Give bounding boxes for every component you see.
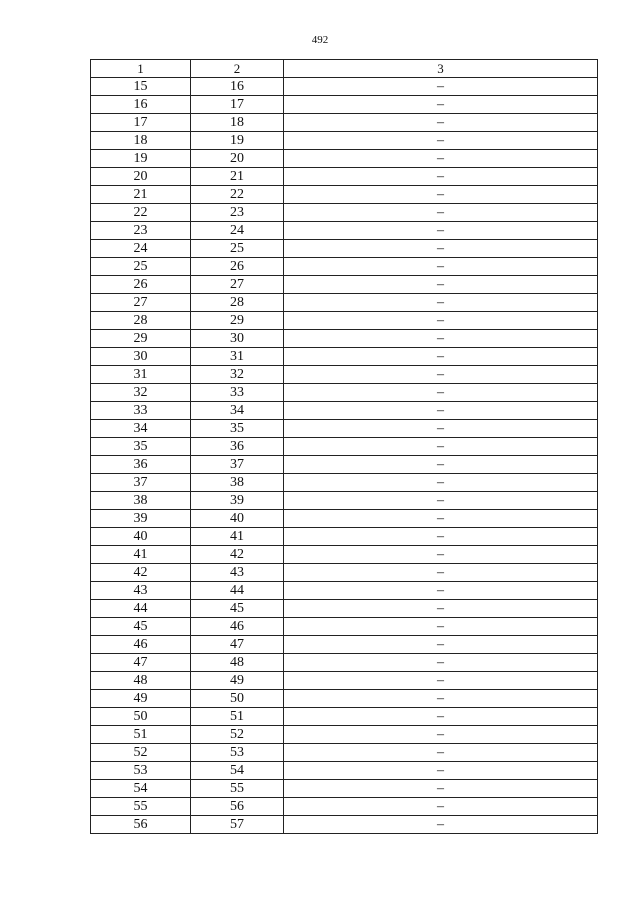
- table-cell-col-1: 53: [91, 762, 191, 780]
- table-cell-col-1: 40: [91, 528, 191, 546]
- table-cell-col-1: 39: [91, 510, 191, 528]
- table-cell-col-3: –: [284, 330, 598, 348]
- table-cell-col-3: –: [284, 564, 598, 582]
- table-cell-col-3: –: [284, 96, 598, 114]
- table-cell-col-1: 43: [91, 582, 191, 600]
- table-cell-col-2: 45: [191, 600, 284, 618]
- table-cell-col-3: –: [284, 204, 598, 222]
- table-cell-col-3: –: [284, 240, 598, 258]
- table-cell-col-1: 17: [91, 114, 191, 132]
- table-cell-col-3: –: [284, 654, 598, 672]
- table-cell-col-1: 52: [91, 744, 191, 762]
- table-row: [91, 276, 598, 294]
- table-cell-col-3: –: [284, 690, 598, 708]
- table-row: [91, 384, 598, 402]
- table-row: [91, 492, 598, 510]
- table-cell-col-1: 28: [91, 312, 191, 330]
- table-cell-col-3: –: [284, 744, 598, 762]
- table-row: [91, 222, 598, 240]
- table-row: [91, 726, 598, 744]
- table-row: [91, 150, 598, 168]
- table-row: [91, 240, 598, 258]
- table-cell-col-3: –: [284, 348, 598, 366]
- table-cell-col-2: 43: [191, 564, 284, 582]
- table-cell-col-2: 51: [191, 708, 284, 726]
- table-cell-col-3: –: [284, 150, 598, 168]
- table-cell-col-1: 54: [91, 780, 191, 798]
- table-cell-col-2: 55: [191, 780, 284, 798]
- table-row: [91, 474, 598, 492]
- table-cell-col-1: 50: [91, 708, 191, 726]
- table-row: [91, 78, 598, 96]
- table-header-row: [91, 60, 598, 78]
- table-row: [91, 96, 598, 114]
- table-row: [91, 600, 598, 618]
- table-cell-col-2: 49: [191, 672, 284, 690]
- table-cell-col-3: –: [284, 762, 598, 780]
- table-row: [91, 330, 598, 348]
- table-cell-col-2: 54: [191, 762, 284, 780]
- table-cell-col-3: –: [284, 294, 598, 312]
- table-cell-col-2: 16: [191, 78, 284, 96]
- table-cell-col-1: 42: [91, 564, 191, 582]
- table-cell-col-1: 18: [91, 132, 191, 150]
- table-cell-col-1: 29: [91, 330, 191, 348]
- table-cell-col-1: 15: [91, 78, 191, 96]
- table-body: [91, 78, 598, 834]
- table-cell-col-3: –: [284, 420, 598, 438]
- table-row: [91, 672, 598, 690]
- column-header-1: 1: [91, 60, 191, 78]
- table-row: [91, 546, 598, 564]
- table-row: [91, 636, 598, 654]
- table-row: [91, 438, 598, 456]
- table-row: [91, 114, 598, 132]
- table-cell-col-3: –: [284, 582, 598, 600]
- table-row: [91, 618, 598, 636]
- table-cell-col-1: 21: [91, 186, 191, 204]
- table-cell-col-3: –: [284, 78, 598, 96]
- table-cell-col-2: 18: [191, 114, 284, 132]
- table-cell-col-3: –: [284, 492, 598, 510]
- column-header-2: 2: [191, 60, 284, 78]
- table-cell-col-3: –: [284, 276, 598, 294]
- table-cell-col-2: 28: [191, 294, 284, 312]
- table-cell-col-2: 36: [191, 438, 284, 456]
- table-row: [91, 312, 598, 330]
- table-row: [91, 366, 598, 384]
- table-cell-col-2: 26: [191, 258, 284, 276]
- table-cell-col-2: 31: [191, 348, 284, 366]
- table-row: [91, 402, 598, 420]
- table-row: [91, 258, 598, 276]
- table-cell-col-3: –: [284, 708, 598, 726]
- table-cell-col-3: –: [284, 402, 598, 420]
- table-cell-col-2: 17: [191, 96, 284, 114]
- table-cell-col-1: 33: [91, 402, 191, 420]
- table-row: [91, 132, 598, 150]
- data-table: [90, 59, 598, 834]
- table-row: [91, 798, 598, 816]
- table-cell-col-3: –: [284, 168, 598, 186]
- table-cell-col-1: 44: [91, 600, 191, 618]
- table-cell-col-3: –: [284, 222, 598, 240]
- table-cell-col-2: 33: [191, 384, 284, 402]
- table-cell-col-1: 24: [91, 240, 191, 258]
- table-row: [91, 708, 598, 726]
- table-cell-col-2: 20: [191, 150, 284, 168]
- table-cell-col-3: –: [284, 600, 598, 618]
- table-cell-col-2: 30: [191, 330, 284, 348]
- table-cell-col-1: 46: [91, 636, 191, 654]
- table-cell-col-1: 19: [91, 150, 191, 168]
- table-row: [91, 582, 598, 600]
- table-cell-col-3: –: [284, 510, 598, 528]
- table-cell-col-1: 22: [91, 204, 191, 222]
- table-cell-col-3: –: [284, 672, 598, 690]
- table-cell-col-2: 38: [191, 474, 284, 492]
- table-row: [91, 420, 598, 438]
- table-cell-col-2: 32: [191, 366, 284, 384]
- table-cell-col-1: 36: [91, 456, 191, 474]
- table-cell-col-1: 51: [91, 726, 191, 744]
- table-cell-col-1: 38: [91, 492, 191, 510]
- table-cell-col-2: 56: [191, 798, 284, 816]
- table-cell-col-2: 44: [191, 582, 284, 600]
- table-cell-col-3: –: [284, 546, 598, 564]
- table-cell-col-2: 19: [191, 132, 284, 150]
- table-cell-col-3: –: [284, 618, 598, 636]
- table-cell-col-2: 29: [191, 312, 284, 330]
- table-cell-col-1: 45: [91, 618, 191, 636]
- table-cell-col-3: –: [284, 438, 598, 456]
- table-row: [91, 690, 598, 708]
- table-cell-col-3: –: [284, 474, 598, 492]
- table-row: [91, 816, 598, 834]
- table-row: [91, 204, 598, 222]
- table-cell-col-3: –: [284, 258, 598, 276]
- table-cell-col-2: 41: [191, 528, 284, 546]
- table-cell-col-2: 37: [191, 456, 284, 474]
- table-cell-col-2: 25: [191, 240, 284, 258]
- table-row: [91, 528, 598, 546]
- table-cell-col-1: 32: [91, 384, 191, 402]
- table-row: [91, 654, 598, 672]
- table-cell-col-1: 27: [91, 294, 191, 312]
- table-cell-col-3: –: [284, 186, 598, 204]
- table-cell-col-1: 34: [91, 420, 191, 438]
- table-cell-col-1: 30: [91, 348, 191, 366]
- table-cell-col-2: 35: [191, 420, 284, 438]
- table-cell-col-3: –: [284, 726, 598, 744]
- table-row: [91, 348, 598, 366]
- table-cell-col-1: 48: [91, 672, 191, 690]
- table-row: [91, 744, 598, 762]
- table-cell-col-1: 35: [91, 438, 191, 456]
- table-cell-col-2: 34: [191, 402, 284, 420]
- table-cell-col-2: 57: [191, 816, 284, 834]
- table-cell-col-1: 56: [91, 816, 191, 834]
- table-cell-col-3: –: [284, 636, 598, 654]
- table-cell-col-1: 41: [91, 546, 191, 564]
- table-row: [91, 510, 598, 528]
- page-number: 492: [311, 34, 329, 46]
- table-row: [91, 186, 598, 204]
- table-cell-col-3: –: [284, 528, 598, 546]
- table-cell-col-1: 37: [91, 474, 191, 492]
- table-row: [91, 762, 598, 780]
- table-row: [91, 564, 598, 582]
- table-cell-col-2: 24: [191, 222, 284, 240]
- table-cell-col-3: –: [284, 780, 598, 798]
- table-cell-col-3: –: [284, 384, 598, 402]
- table-cell-col-3: –: [284, 312, 598, 330]
- table-cell-col-3: –: [284, 366, 598, 384]
- table-cell-col-2: 27: [191, 276, 284, 294]
- table-cell-col-2: 39: [191, 492, 284, 510]
- table-cell-col-1: 16: [91, 96, 191, 114]
- table-cell-col-2: 42: [191, 546, 284, 564]
- table-cell-col-1: 26: [91, 276, 191, 294]
- table-cell-col-3: –: [284, 798, 598, 816]
- table-cell-col-3: –: [284, 114, 598, 132]
- table-cell-col-1: 20: [91, 168, 191, 186]
- table-row: [91, 168, 598, 186]
- table-cell-col-3: –: [284, 456, 598, 474]
- table-row: [91, 294, 598, 312]
- table-cell-col-1: 55: [91, 798, 191, 816]
- table-row: [91, 780, 598, 798]
- table-cell-col-1: 25: [91, 258, 191, 276]
- table-cell-col-2: 50: [191, 690, 284, 708]
- table-cell-col-2: 23: [191, 204, 284, 222]
- table-cell-col-2: 52: [191, 726, 284, 744]
- table-cell-col-2: 21: [191, 168, 284, 186]
- table-cell-col-1: 31: [91, 366, 191, 384]
- table-cell-col-2: 40: [191, 510, 284, 528]
- table-cell-col-3: –: [284, 816, 598, 834]
- table-cell-col-2: 48: [191, 654, 284, 672]
- table-cell-col-2: 47: [191, 636, 284, 654]
- table-cell-col-3: –: [284, 132, 598, 150]
- table-cell-col-1: 47: [91, 654, 191, 672]
- table-cell-col-2: 22: [191, 186, 284, 204]
- table-cell-col-2: 53: [191, 744, 284, 762]
- table-cell-col-2: 46: [191, 618, 284, 636]
- table-row: [91, 456, 598, 474]
- table-cell-col-1: 23: [91, 222, 191, 240]
- table-cell-col-1: 49: [91, 690, 191, 708]
- column-header-3: 3: [284, 60, 598, 78]
